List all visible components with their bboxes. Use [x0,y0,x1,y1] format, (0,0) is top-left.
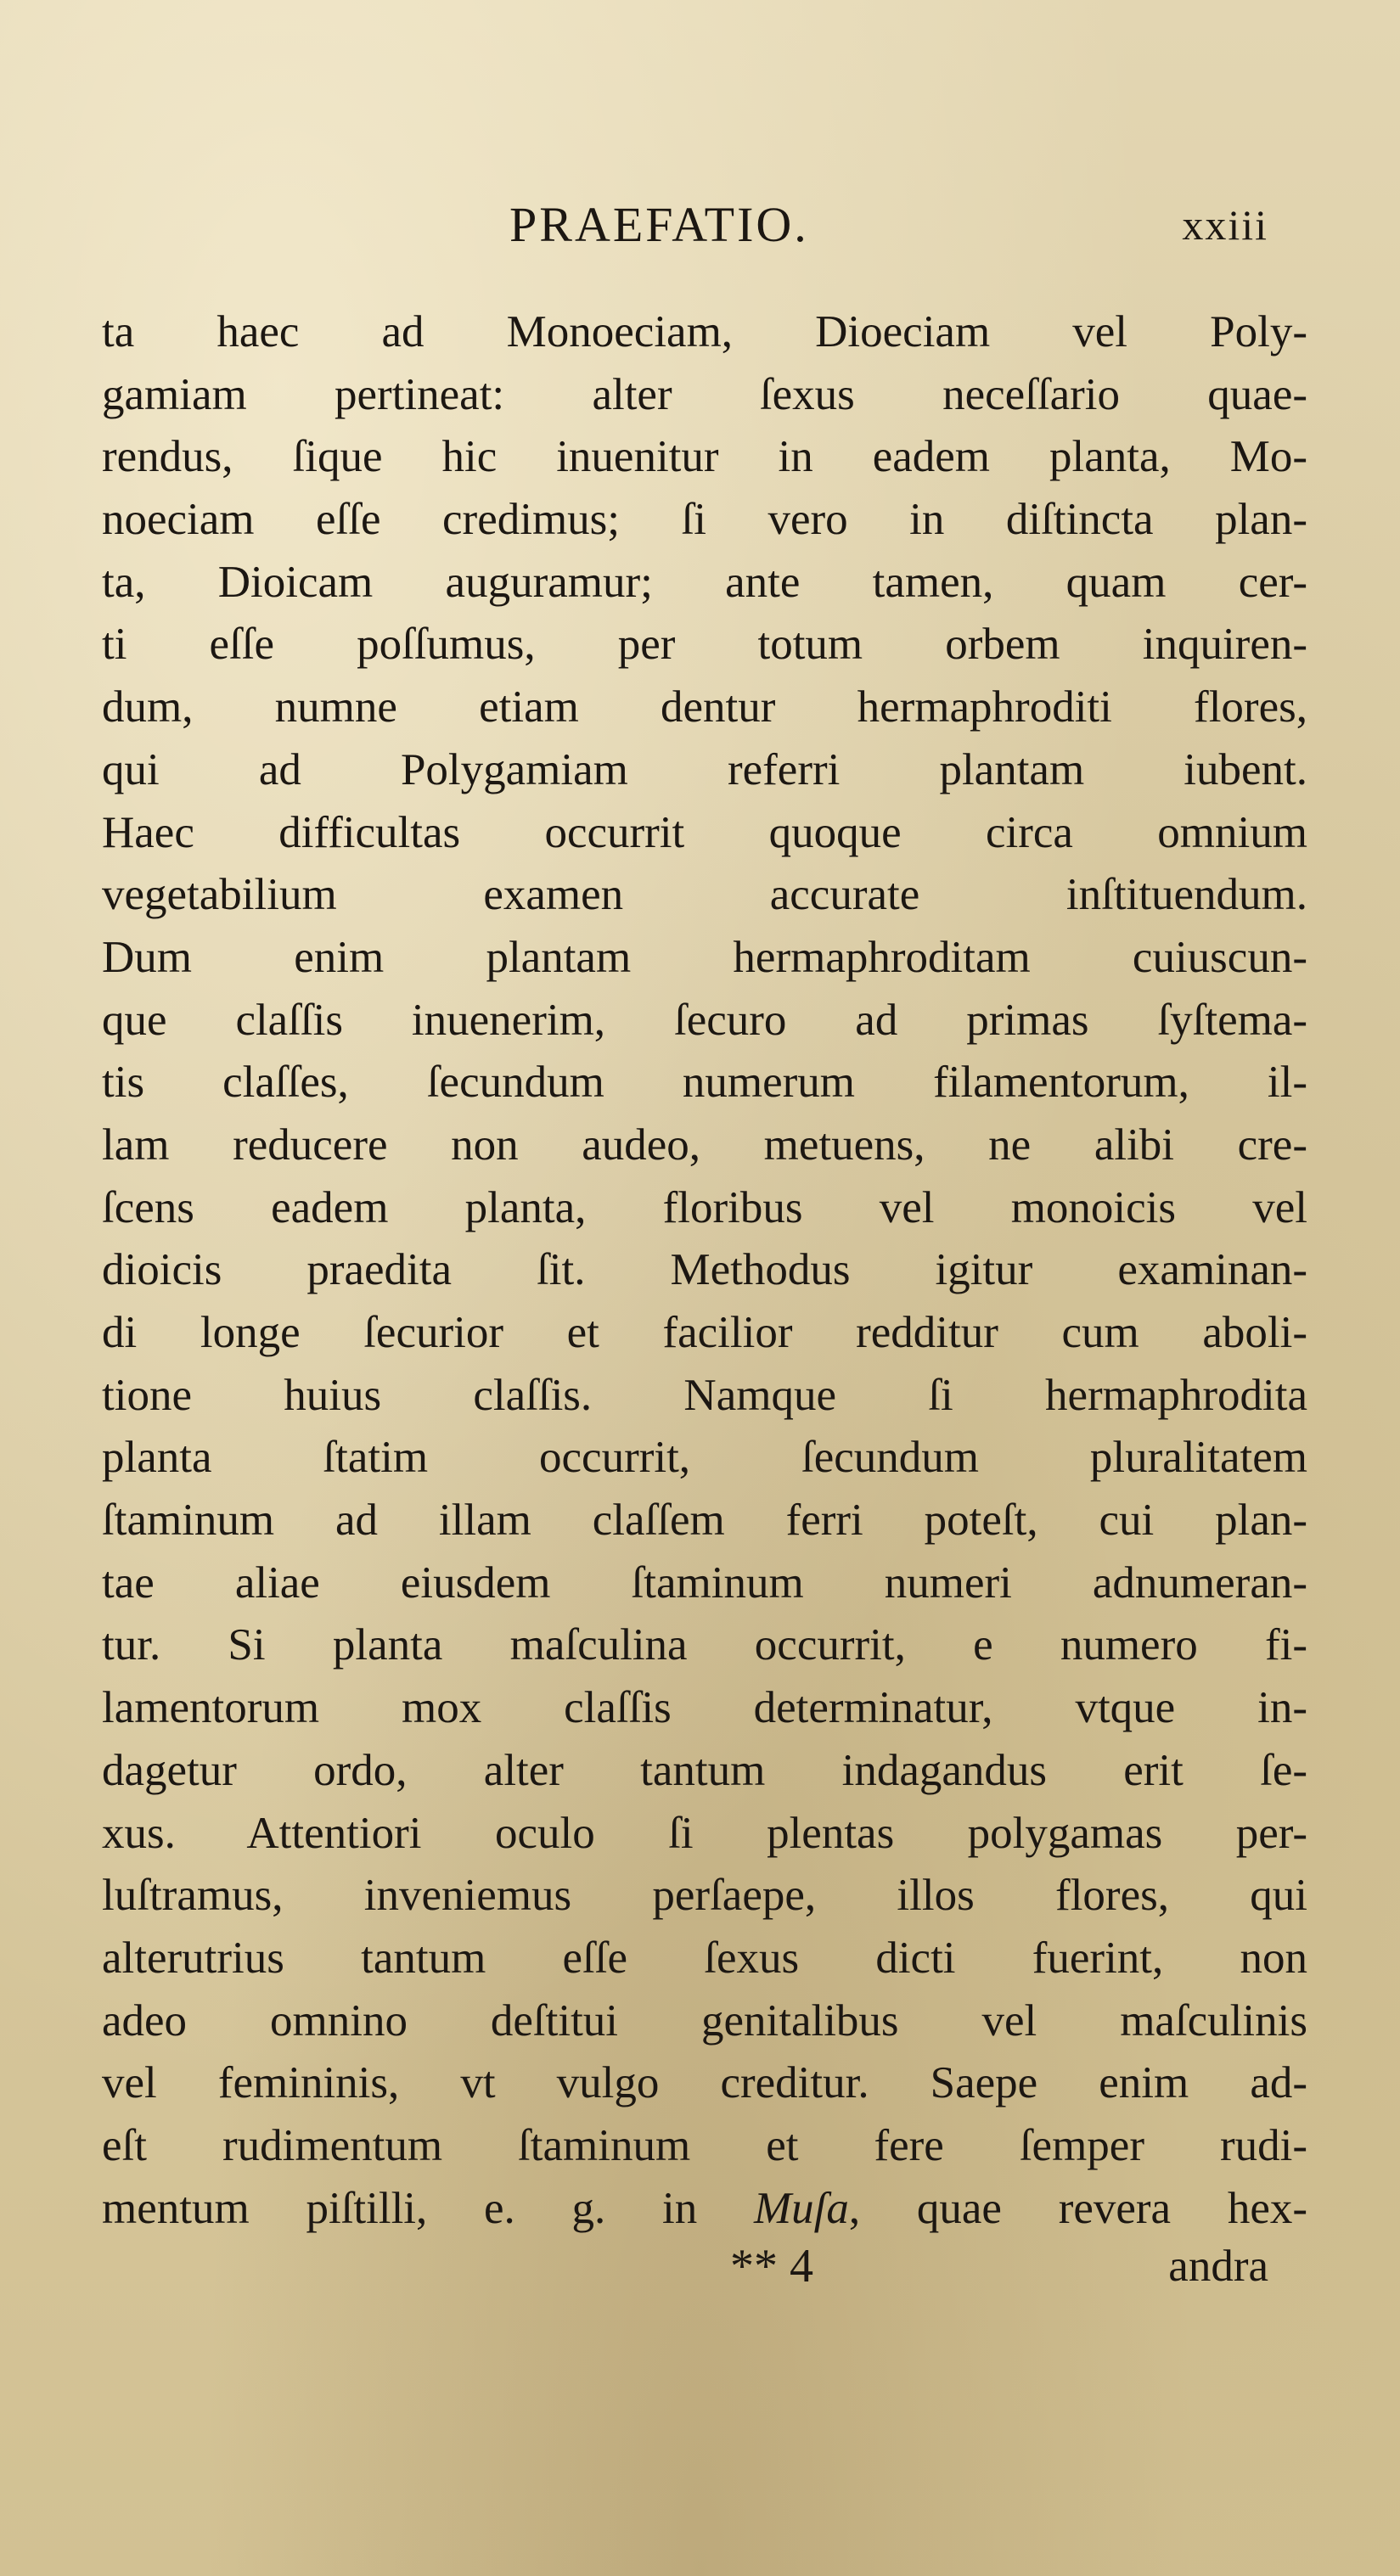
text-line: Dum enim plantam hermaphroditam cuiuscun- [102,932,1307,982]
text-line: vegetabilium examen accurate inſtituendum. [102,870,1307,920]
page-header [0,191,1400,259]
last-line-after: , quae revera hex- [848,2183,1307,2233]
body-text [102,301,1307,2240]
text-line: ſcens eadem planta, floribus vel monoicis vel [102,1182,1307,1232]
text-line: ſtaminum ad illam claſſem ferri poteſt, cui plan- [102,1496,1307,1546]
text-line: dum, numne etiam dentur hermaphroditi flores, [102,682,1307,732]
text-line: xus. Attentiori oculo ſi plentas polygamas per- [102,1808,1307,1858]
genus-name-musa: Muſa [754,2183,849,2233]
catchword: andra [1168,2242,1268,2291]
text-line: ti eſſe poſſumus, per totum orbem inquiren- [102,620,1307,670]
text-line: rendus, ſique hic inuenitur in eadem planta, Mo- [102,432,1307,482]
text-line: tae aliae eiusdem ſtaminum numeri adnumeran- [102,1557,1307,1608]
text-line: ta haec ad Monoeciam, Dioeciam vel Poly- [102,307,1307,356]
text-line: que claſſis inuenerim, ſecuro ad primas ſyſtema- [102,995,1307,1045]
text-line: adeo omnino deſtitui genitalibus vel maſculinis [102,1995,1307,2046]
text-line: lam reducere non audeo, metuens, ne alibi cre- [102,1120,1307,1170]
text-line: tis claſſes, ſecundum numerum filamentorum, il- [102,1058,1307,1108]
text-line: qui ad Polygamiam referri plantam iubent. [102,744,1307,794]
text-line: dagetur ordo, alter tantum indagandus erit ſe- [102,1745,1307,1795]
text-line: vel femininis, vt vulgo creditur. Saepe enim ad- [102,2058,1307,2108]
text-line-last [102,2178,1307,2241]
text-line: di longe ſecurior et facilior redditur cum aboli- [102,1308,1307,1357]
running-title: PRAEFATIO. [509,197,809,252]
text-line: ta, Dioicam auguramur; ante tamen, quam cer- [102,557,1307,607]
page-number: xxiii [1182,201,1268,249]
text-line: lamentorum mox claſſis determinatur, vtque in- [102,1683,1307,1733]
text-line: Haec difficultas occurrit quoque circa omnium [102,807,1307,857]
text-line: gamiam pertineat: alter ſexus neceſſario quae- [102,369,1307,419]
text-line: tur. Si planta maſculina occurrit, e numero fi- [102,1620,1307,1670]
page-footer [0,2232,1400,2300]
text-line: dioicis praedita ſit. Methodus igitur examinan- [102,1245,1307,1295]
text-line: eſt rudimentum ſtaminum et fere ſemper rudi- [102,2120,1307,2170]
signature-mark: ** 4 [730,2240,813,2293]
text-line: planta ſtatim occurrit, ſecundum pluralitatem [102,1433,1307,1483]
last-line-before: mentum piſtilli, e. g. in [102,2183,755,2233]
text-line: noeciam eſſe credimus; ſi vero in diſtincta plan- [102,495,1307,545]
text-line: alterutrius tantum eſſe ſexus dicti fuerint, non [102,1933,1307,1983]
text-line: tione huius claſſis. Namque ſi hermaphrodita [102,1370,1307,1420]
text-line: luſtramus, inveniemus perſaepe, illos flores, qui [102,1871,1307,1921]
